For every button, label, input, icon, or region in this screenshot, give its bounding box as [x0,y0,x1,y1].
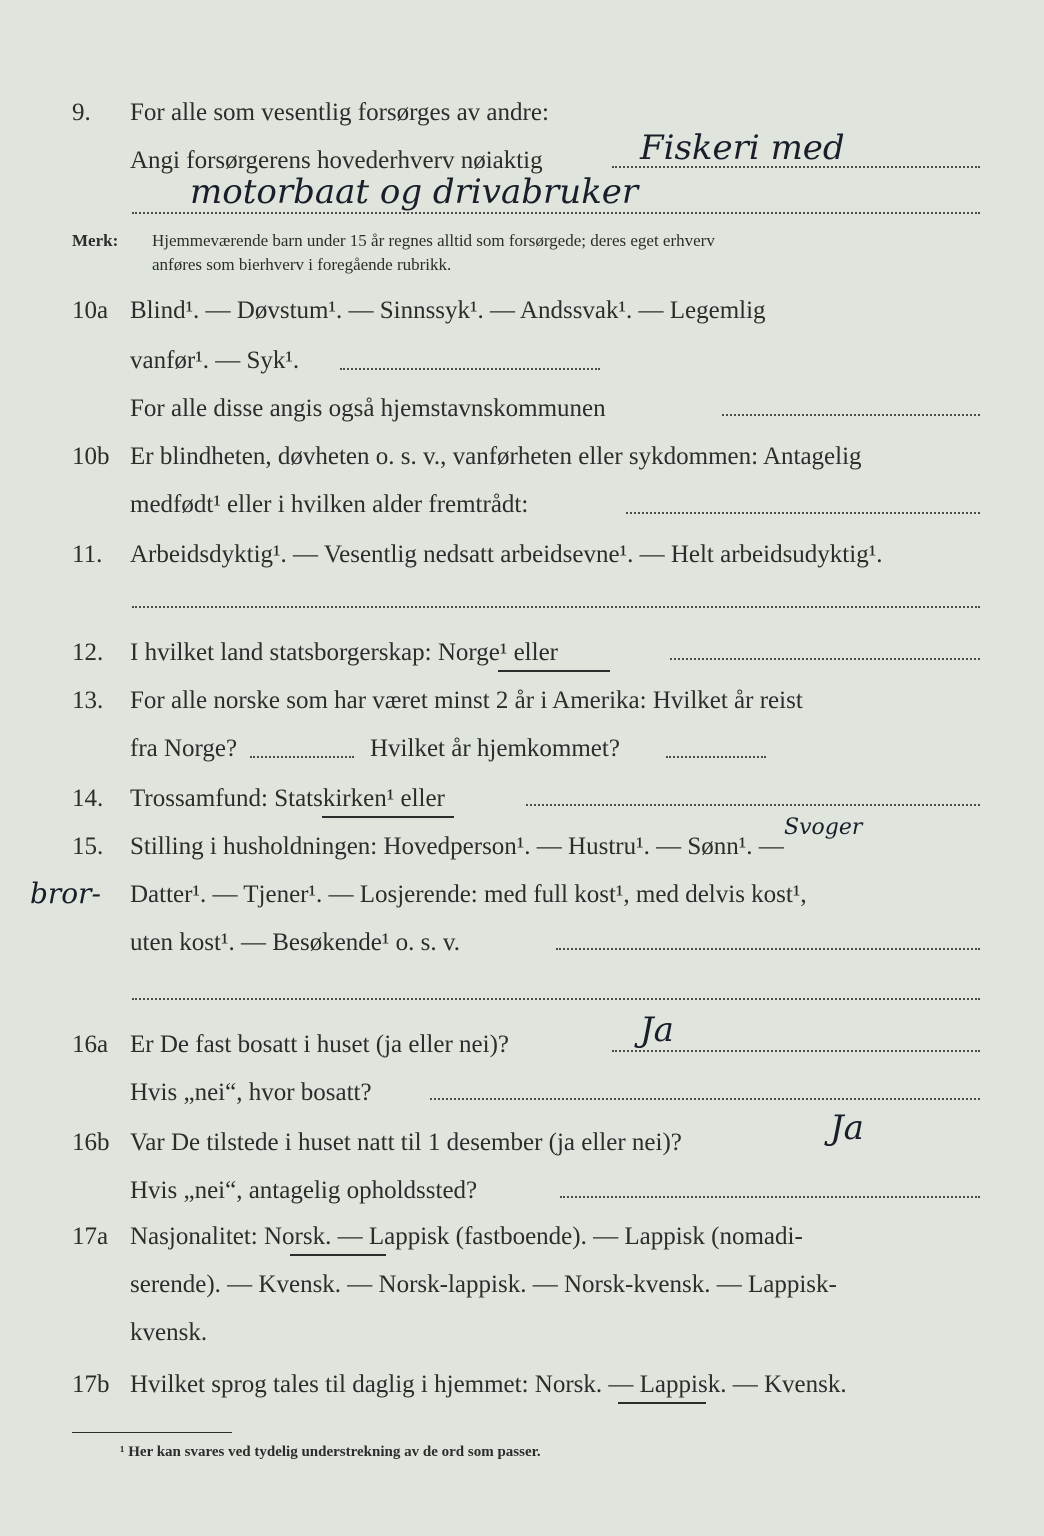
q17b-line1: Hvilket sprog tales til daglig i hjemmet: Norsk. — Lappisk. — Kvensk. [130,1371,847,1398]
q16b-handwritten-answer: Ja [830,1108,864,1148]
q15-line2: Datter¹. — Tjener¹. — Losjerende: med full kost¹, med delvis kost¹, [130,881,807,908]
merk-label: Merk: [72,231,119,250]
q17a-line2: serende). — Kvensk. — Norsk-lappisk. — Norsk-kvensk. — Lappisk- [130,1271,837,1298]
q9-handwritten-answer-1: Fiskeri med [640,128,845,168]
footnote: ¹ Her kan svares ved tydelig understrekning av de ord som passer. [120,1444,541,1460]
footnote-rule [72,1432,232,1433]
q15-line3: uten kost¹. — Besøkende¹ o. s. v. [130,929,461,956]
q11-number: 11. [72,541,103,568]
q15-number: 15. [72,833,104,860]
q9-line1: For alle som vesentlig forsørges av andre: [130,99,549,126]
q16b-number: 16b [72,1129,110,1156]
q13-reist-line [250,756,354,758]
q10a-line2: vanfør¹. — Syk¹. [130,347,300,374]
q10b-line1: Er blindheten, døvheten o. s. v., vanførheten eller sykdommen: Antagelig [130,443,862,470]
q15-line1: Stilling i husholdningen: Hovedperson¹. — Hustru¹. — Sønn¹. — [130,833,784,860]
q16a-line1: Er De fast bosatt i huset (ja eller nei)? [130,1031,510,1058]
merk-line1: Hjemmeværende barn under 15 år regnes alltid som forsørgede; deres eget erhverv [152,231,715,250]
q16b-opholdssted-line [560,1196,980,1198]
q16a-answer-line [612,1050,980,1052]
q16b-line2: Hvis „nei“, antagelig opholdssted? [130,1177,478,1204]
q15-besokende-line [556,948,980,950]
q16a-line2: Hvis „nei“, hvor bosatt? [130,1079,372,1106]
q9-number: 9. [72,99,91,126]
q13-line2a: fra Norge? [130,735,238,762]
q13-line1: For alle norske som har været minst 2 år i Amerika: Hvilket år reist [130,687,803,714]
q12-eller-line [670,658,980,660]
q13-number: 13. [72,687,104,714]
q10b-line2: medfødt¹ eller i hvilken alder fremtrådt: [130,491,529,518]
q17a-line1: Nasjonalitet: Norsk. — Lappisk (fastboende). — Lappisk (nomadi- [130,1223,803,1250]
q10a-hjemstavn-line [722,414,980,416]
q15-answer-line [132,998,980,1000]
q13-line2b: Hvilket år hjemkommet? [370,735,620,762]
q16a-number: 16a [72,1031,109,1058]
q10b-number: 10b [72,443,110,470]
q14-line1: Trossamfund: Statskirken¹ eller [130,785,445,812]
q11-answer-line [132,606,980,608]
q16a-handwritten-answer: Ja [640,1010,674,1050]
q17a-number: 17a [72,1223,109,1250]
merk-line2: anføres som bierhverv i foregående rubrikk. [152,255,452,274]
q17a-norsk-underline [290,1254,386,1256]
q15-handwritten-over-note: Svoger [784,815,863,840]
q9-handwritten-answer-2: motorbaat og drivabruker [190,172,639,212]
q16b-line1: Var De tilstede i huset natt til 1 desember (ja eller nei)? [130,1129,682,1156]
q13-hjemkommet-line [666,756,766,758]
q9-line2: Angi forsørgerens hovederhverv nøiaktig [130,147,543,174]
q14-statskirken-underline [322,816,454,818]
q14-eller-line [526,804,980,806]
q17b-norsk-underline [618,1402,706,1404]
q12-number: 12. [72,639,104,666]
q10a-line1: Blind¹. — Døvstum¹. — Sinnssyk¹. — Andssvak¹. — Legemlig [130,297,766,324]
q10b-alder-line [626,512,980,514]
q15-handwritten-margin-note: bror- [30,877,102,910]
q16a-bosatt-line [430,1098,980,1100]
q17a-line3: kvensk. [130,1319,208,1346]
q9-answer-line-2 [132,212,980,214]
q10a-syk-line [340,368,600,370]
q10a-number: 10a [72,297,109,324]
q12-line1: I hvilket land statsborgerskap: Norge¹ eller [130,639,558,666]
q12-norge-underline [498,670,610,672]
q17b-number: 17b [72,1371,110,1398]
q10a-line3: For alle disse angis også hjemstavnskommunen [130,395,606,422]
q11-line1: Arbeidsdyktig¹. — Vesentlig nedsatt arbeidsevne¹. — Helt arbeidsudyktig¹. [130,541,883,568]
q14-number: 14. [72,785,104,812]
